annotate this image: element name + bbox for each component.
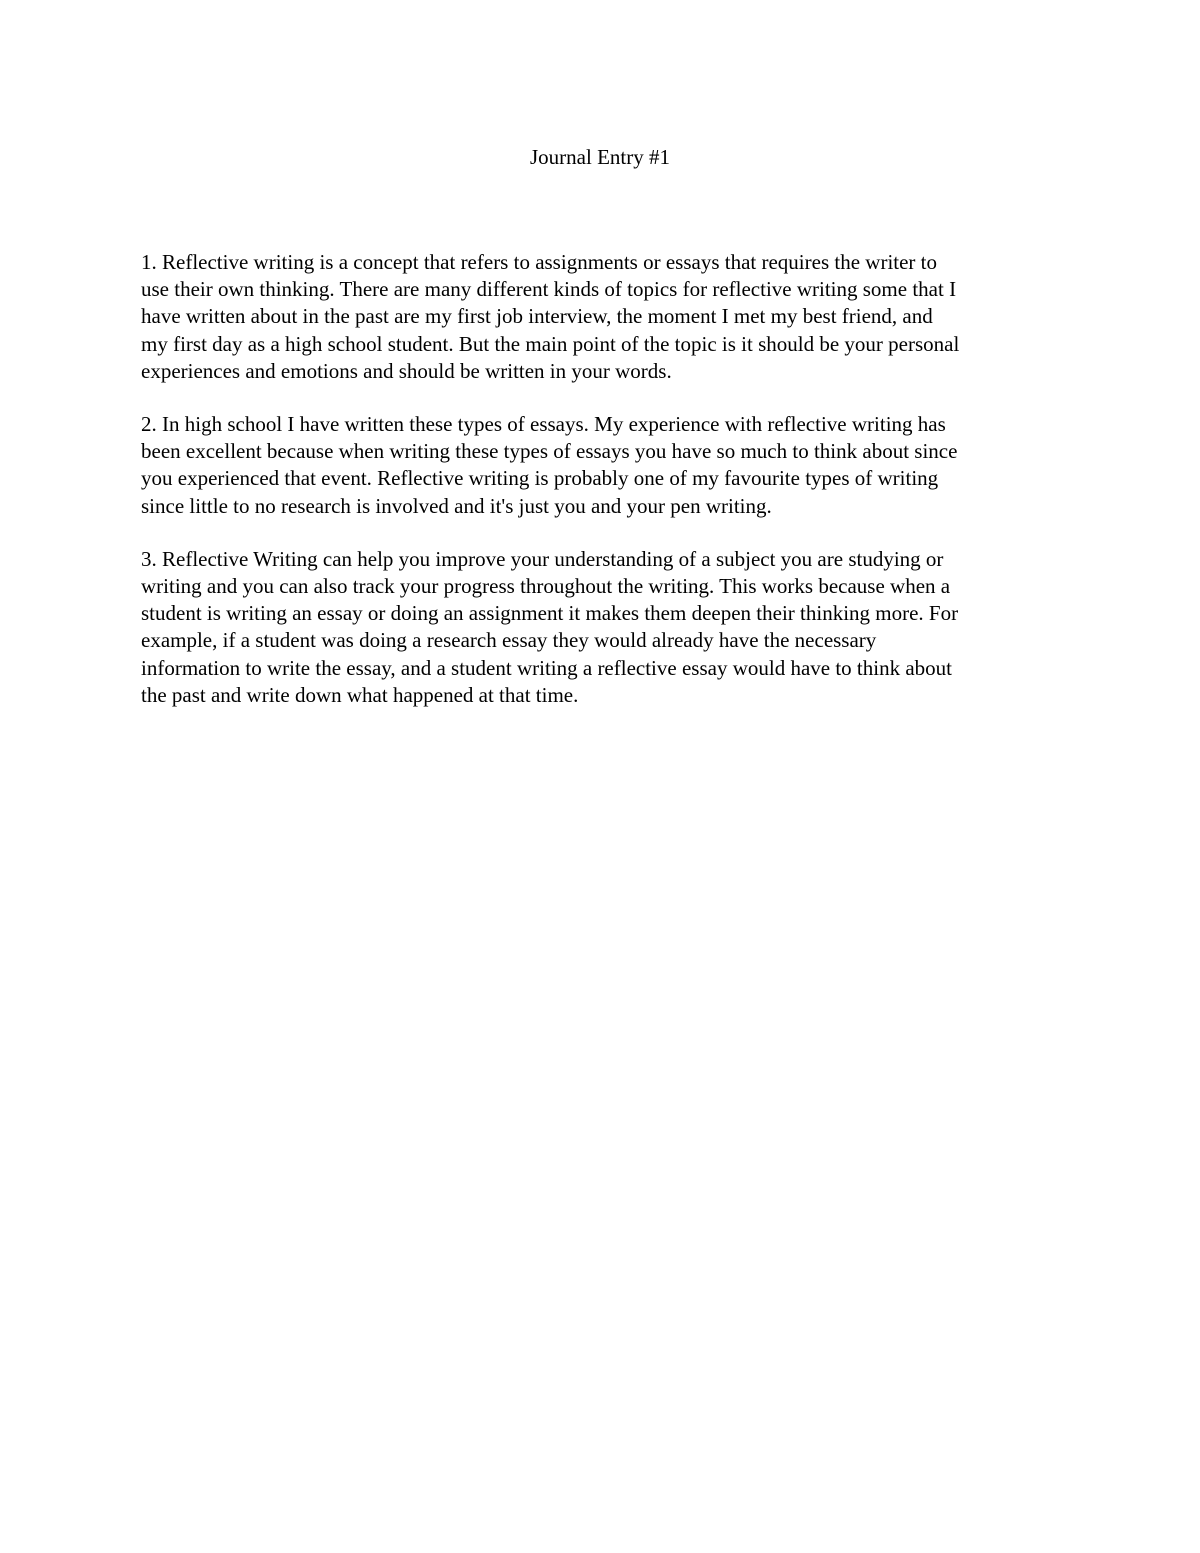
paragraph-line: 2. In high school I have written these types of essays. My experience with reflective writing has: [141, 412, 946, 437]
paragraph-line: 3. Reflective Writing can help you improve your understanding of a subject you are studying or: [141, 546, 944, 571]
paragraph-line: example, if a student was doing a research essay they would already have the necessary: [141, 628, 877, 653]
paragraph-2: [141, 411, 1066, 520]
paragraph-line: 1. Reflective writing is a concept that refers to assignments or essays that requires the writer to: [141, 250, 938, 274]
paragraph-line: the past and write down what happened at that time.: [141, 682, 579, 707]
paragraph-line: student is writing an essay or doing an assignment it makes them deepen their thinking more. For: [141, 601, 959, 626]
paragraph-line: have written about in the past are my first job interview, the moment I met my best friend, and: [141, 304, 933, 329]
paragraph-line: my first day as a high school student. But the main point of the topic is it should be your personal: [141, 331, 960, 356]
document-body: [141, 249, 1066, 735]
paragraph-3: [141, 546, 1066, 709]
paragraph-line: you experienced that event. Reflective writing is probably one of my favourite types of writing: [141, 466, 939, 491]
paragraph-line: writing and you can also track your progress throughout the writing. This works because when a: [141, 574, 951, 599]
paragraph-line: information to write the essay, and a student writing a reflective essay would have to think about: [141, 655, 953, 680]
paragraph-line: been excellent because when writing these types of essays you have so much to think about since: [141, 439, 958, 464]
document-title: Journal Entry #1: [530, 145, 670, 169]
paragraph-line: experiences and emotions and should be written in your words.: [141, 358, 672, 383]
paragraph-line: use their own thinking. There are many different kinds of topics for reflective writing some that I: [141, 277, 957, 302]
paragraph-1: [141, 249, 1066, 385]
paragraph-line: since little to no research is involved and it's just you and your pen writing.: [141, 493, 772, 518]
